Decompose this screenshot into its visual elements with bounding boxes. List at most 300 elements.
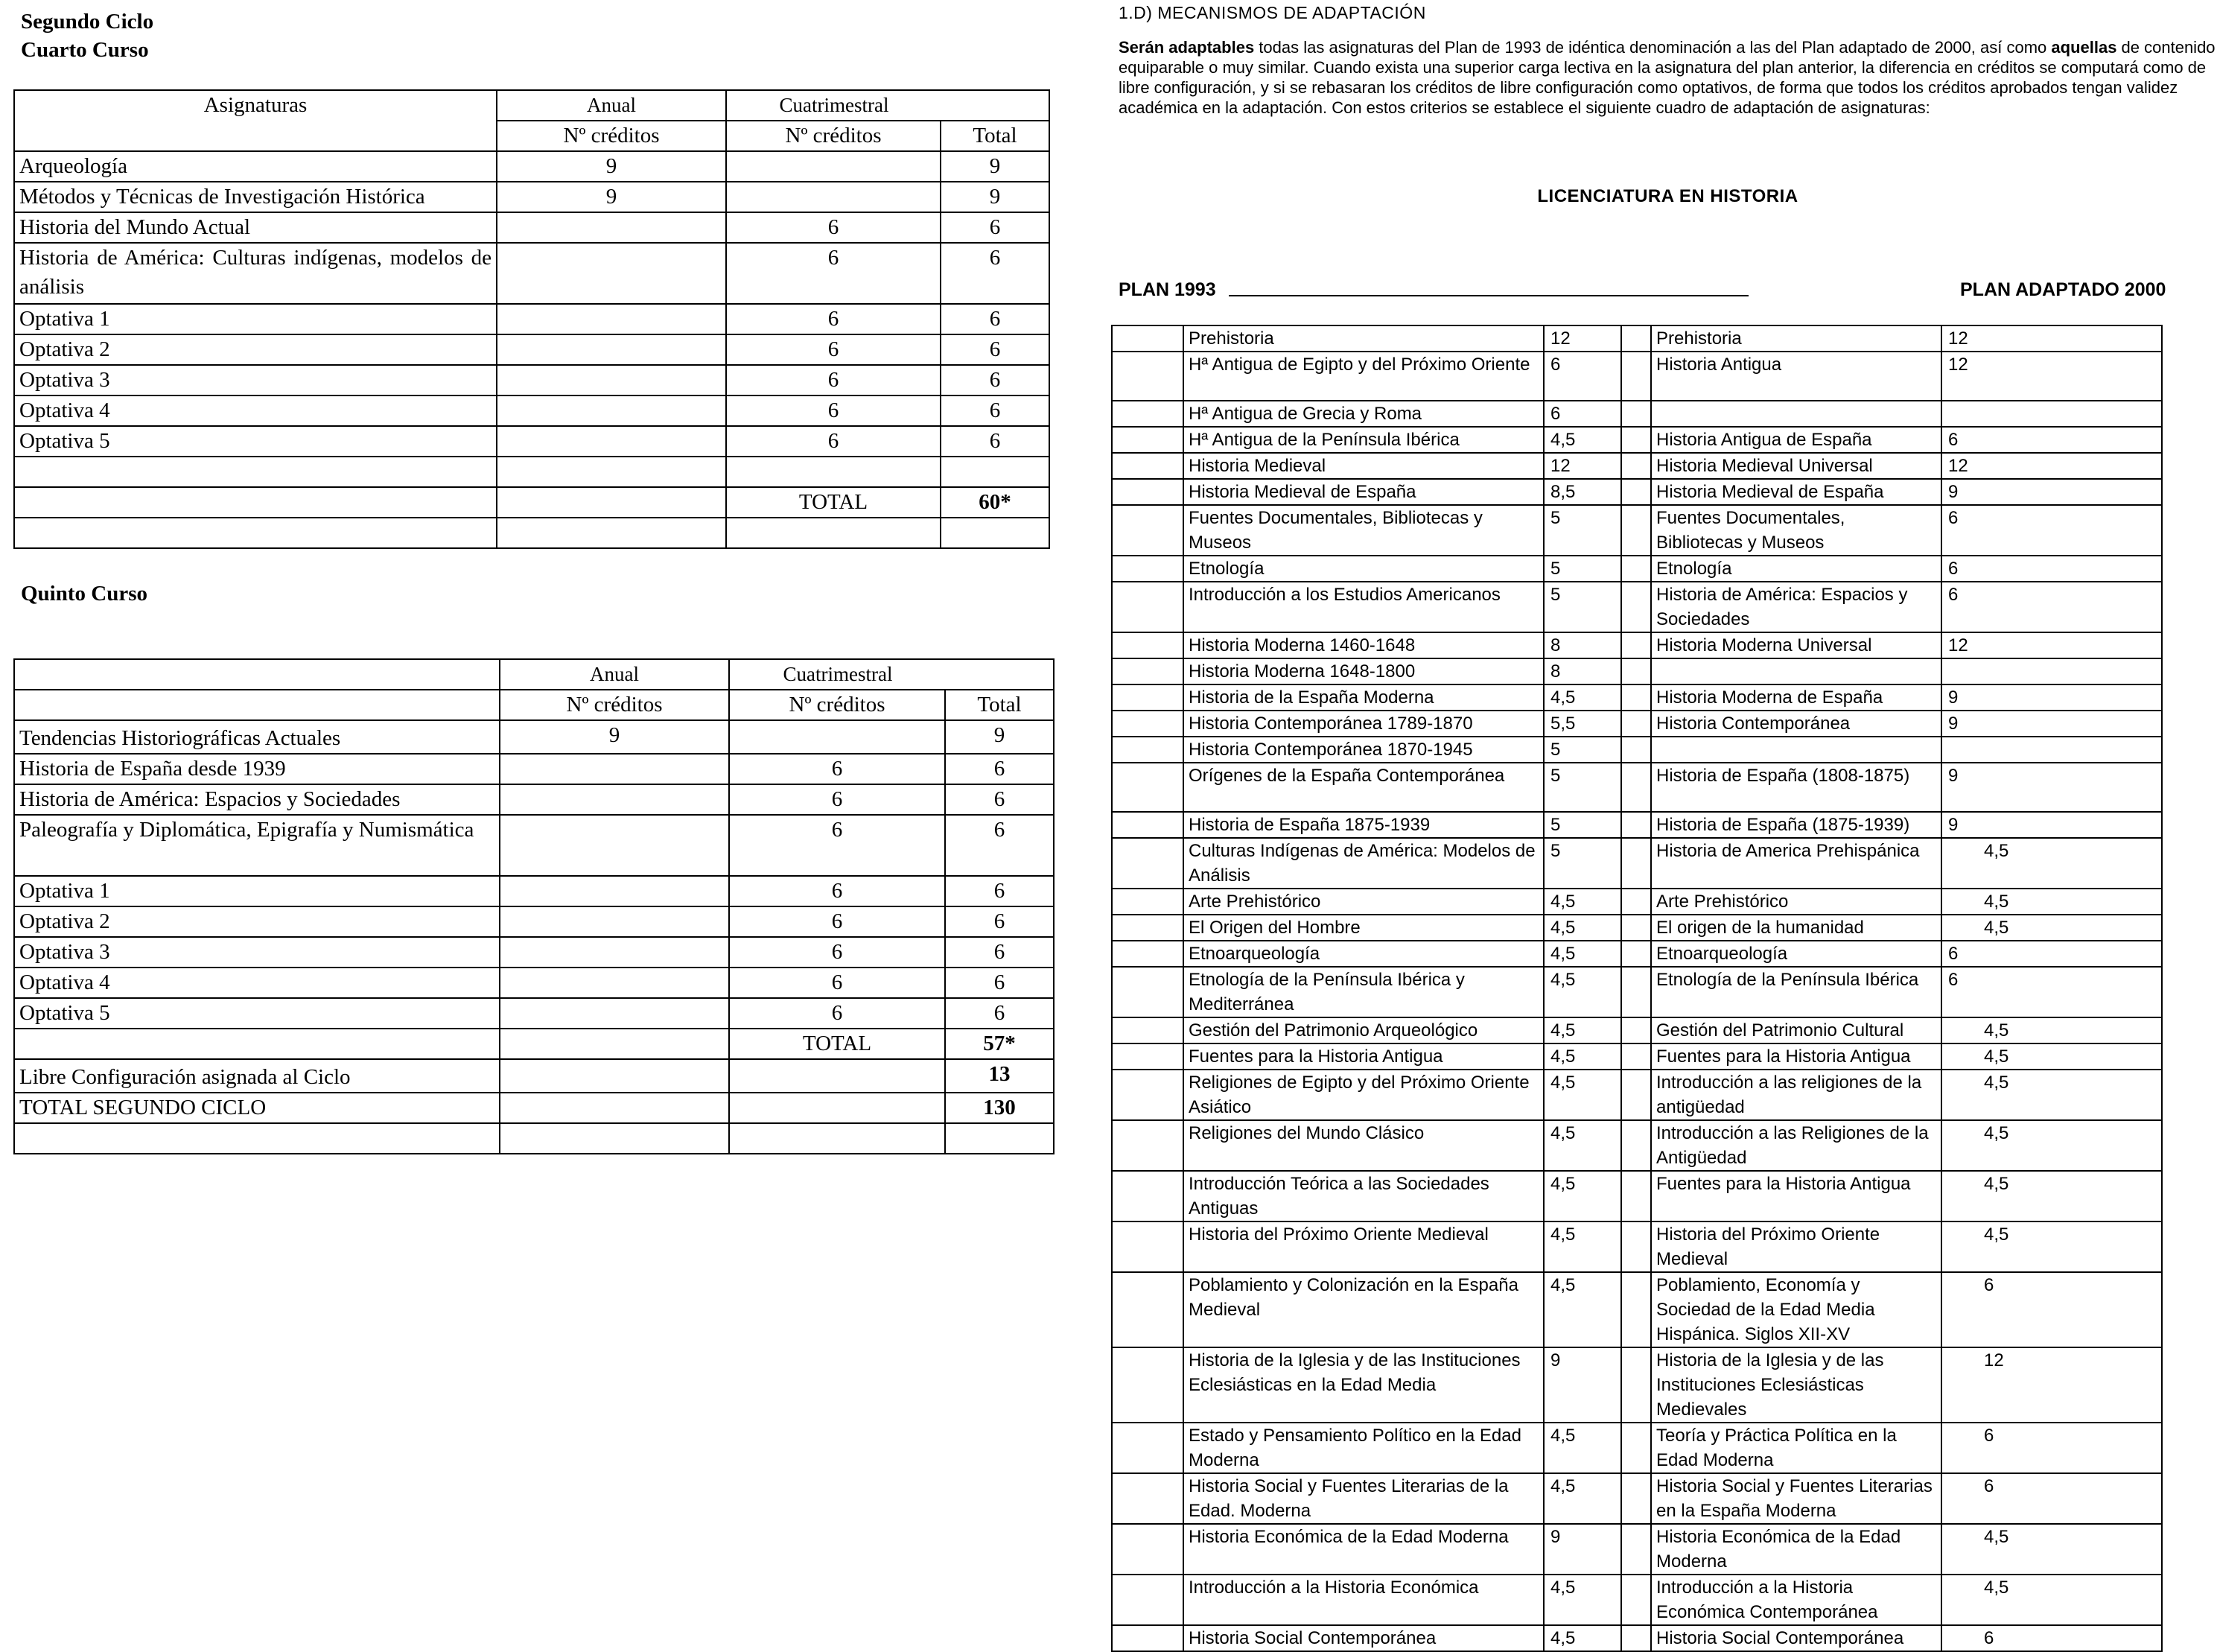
table-row: [14, 395, 1049, 426]
new-credits: 4,5: [1941, 1171, 2162, 1221]
quarterly-credits: 6: [729, 906, 945, 937]
annual-credits: 9: [497, 182, 726, 212]
blank-cell: [1112, 1524, 1183, 1575]
old-credits: 5: [1544, 556, 1621, 582]
annual-credits: [497, 334, 726, 365]
old-subject: Historia Medieval de España: [1183, 479, 1544, 505]
blank-cell: [1112, 889, 1183, 915]
old-credits: 4,5: [1544, 684, 1621, 711]
blank-cell: [1621, 889, 1651, 915]
old-credits: 4,5: [1544, 1171, 1621, 1221]
old-subject: Etnología: [1183, 556, 1544, 582]
table-row: [14, 876, 1054, 906]
subject-name: Optativa 5: [14, 426, 497, 457]
old-credits: 12: [1544, 453, 1621, 479]
old-credits: 5: [1544, 582, 1621, 632]
blank-cell: [1621, 582, 1651, 632]
old-subject: Historia de la Iglesia y de las Instituciones Eclesiásticas en la Edad Media: [1183, 1347, 1544, 1423]
cycle-title: Segundo Ciclo: [21, 10, 154, 34]
adaptation-row: [1112, 401, 2162, 427]
intro-text-2: de contenido equiparable o muy similar. Cuando exista una superior carga lectiva en la asignatura del plan anterior, la diferencia en créditos se computará como de libre configuración, y si se rebasaran los créditos de libre configuración como optativos, de forma que todos los créditos aprobados tengan validez académica en la adaptación. Con estos criterios se establece el siguiente cuadro de adaptación de asignaturas:: [1119, 38, 2216, 117]
blank-cell: [1112, 1625, 1183, 1651]
intro-paragraph: [1119, 37, 2217, 118]
header-annual: Anual: [500, 659, 729, 690]
quarterly-credits: 6: [729, 937, 945, 968]
adaptation-row: [1112, 658, 2162, 684]
quarterly-credits: 6: [729, 968, 945, 998]
blank-cell: [1621, 941, 1651, 967]
old-subject: Gestión del Patrimonio Arqueológico: [1183, 1017, 1544, 1043]
new-subject: Fuentes para la Historia Antigua: [1651, 1171, 1941, 1221]
subject-name: Optativa 2: [14, 334, 497, 365]
old-subject: Historia del Próximo Oriente Medieval: [1183, 1221, 1544, 1272]
table-row: [14, 212, 1049, 243]
adaptation-row: [1112, 582, 2162, 632]
adaptation-row: [1112, 1120, 2162, 1171]
table-row: [14, 998, 1054, 1029]
table-row: [14, 968, 1054, 998]
new-credits: 6: [1941, 1423, 2162, 1473]
header-credits-annual: Nº créditos: [497, 121, 726, 151]
blank-cell: [1112, 658, 1183, 684]
quarterly-credits: 6: [726, 334, 941, 365]
blank-cell: [1112, 812, 1183, 838]
new-subject: Arte Prehistórico: [1651, 889, 1941, 915]
new-subject: El origen de la humanidad: [1651, 915, 1941, 941]
adaptation-row: [1112, 1171, 2162, 1221]
blank-cell: [1621, 1575, 1651, 1625]
table-row: [14, 906, 1054, 937]
new-credits: 6: [1941, 556, 2162, 582]
new-credits: 9: [1941, 684, 2162, 711]
new-credits: 12: [1941, 453, 2162, 479]
old-subject: Orígenes de la España Contemporánea: [1183, 763, 1544, 812]
header-credits-quarterly: Nº créditos: [726, 121, 941, 151]
fifth-course-title: Quinto Curso: [21, 582, 148, 606]
adaptation-row: [1112, 838, 2162, 889]
old-subject: Historia de la España Moderna: [1183, 684, 1544, 711]
new-credits: 4,5: [1941, 889, 2162, 915]
new-subject: Historia Antigua: [1651, 352, 1941, 401]
blank-cell: [1621, 658, 1651, 684]
adaptation-row: [1112, 967, 2162, 1017]
new-subject: Historia de América: Espacios y Sociedades: [1651, 582, 1941, 632]
old-credits: 4,5: [1544, 889, 1621, 915]
table-row: [14, 151, 1049, 182]
blank-cell: [1112, 711, 1183, 737]
header-total: Total: [941, 121, 1049, 151]
old-credits: 4,5: [1544, 1221, 1621, 1272]
old-subject: Prehistoria: [1183, 325, 1544, 352]
annual-credits: [500, 815, 729, 876]
quarterly-credits: [729, 720, 945, 754]
blank-cell: [1621, 763, 1651, 812]
adaptation-row: [1112, 556, 2162, 582]
blank-cell: [1112, 1272, 1183, 1347]
old-credits: 9: [1544, 1524, 1621, 1575]
new-credits: 4,5: [1941, 1070, 2162, 1120]
old-credits: 4,5: [1544, 427, 1621, 453]
blank-cell: [1112, 427, 1183, 453]
header-subjects: Asignaturas: [14, 90, 497, 151]
subject-name: Historia del Mundo Actual: [14, 212, 497, 243]
adaptation-row: [1112, 632, 2162, 658]
new-credits: [1941, 658, 2162, 684]
old-credits: 8,5: [1544, 479, 1621, 505]
old-credits: 4,5: [1544, 1120, 1621, 1171]
quarterly-credits: 6: [729, 876, 945, 906]
old-subject: Estado y Pensamiento Político en la Edad Moderna: [1183, 1423, 1544, 1473]
old-subject: Introducción a los Estudios Americanos: [1183, 582, 1544, 632]
annual-credits: [500, 906, 729, 937]
new-subject: Etnoarqueología: [1651, 941, 1941, 967]
new-subject: Historia Económica de la Edad Moderna: [1651, 1524, 1941, 1575]
new-credits: 6: [1941, 941, 2162, 967]
annual-credits: [500, 937, 729, 968]
old-credits: 4,5: [1544, 915, 1621, 941]
blank-cell: [1112, 401, 1183, 427]
blank-cell: [1621, 1043, 1651, 1070]
old-credits: 4,5: [1544, 1625, 1621, 1651]
old-credits: 5: [1544, 812, 1621, 838]
blank-cell: [1621, 1120, 1651, 1171]
adaptation-row: [1112, 325, 2162, 352]
plan-old-label: PLAN 1993: [1119, 279, 1216, 300]
degree-title: LICENCIATURA EN HISTORIA: [1537, 186, 1798, 206]
new-subject: Historia Antigua de España: [1651, 427, 1941, 453]
total-value: 60*: [941, 487, 1049, 518]
new-credits: 12: [1941, 632, 2162, 658]
blank-cell: [1621, 632, 1651, 658]
old-credits: 8: [1544, 658, 1621, 684]
new-subject: Historia de España (1808-1875): [1651, 763, 1941, 812]
new-subject: Historia Moderna Universal: [1651, 632, 1941, 658]
blank-cell: [1621, 1347, 1651, 1423]
new-subject: Historia Contemporánea: [1651, 711, 1941, 737]
new-credits: 6: [1941, 967, 2162, 1017]
adaptation-row: [1112, 737, 2162, 763]
table-row: [14, 518, 1049, 548]
old-subject: Religiones de Egipto y del Próximo Oriente Asiático: [1183, 1070, 1544, 1120]
blank-cell: [1621, 1625, 1651, 1651]
new-subject: Historia Medieval Universal: [1651, 453, 1941, 479]
new-subject: Fuentes Documentales, Bibliotecas y Museos: [1651, 505, 1941, 556]
table-row: [14, 720, 1054, 754]
total-credits: 6: [945, 784, 1054, 815]
new-subject: Historia Social Contemporánea: [1651, 1625, 1941, 1651]
adaptation-row: [1112, 1524, 2162, 1575]
subject-name: Paleografía y Diplomática, Epigrafía y Numismática: [14, 815, 500, 876]
old-subject: Fuentes Documentales, Bibliotecas y Museos: [1183, 505, 1544, 556]
old-subject: Etnología de la Península Ibérica y Mediterránea: [1183, 967, 1544, 1017]
new-subject: Historia de la Iglesia y de las Instituciones Eclesiásticas Medievales: [1651, 1347, 1941, 1423]
total-credits: 9: [941, 182, 1049, 212]
table-row: [14, 937, 1054, 968]
old-subject: Arte Prehistórico: [1183, 889, 1544, 915]
blank-cell: [1621, 505, 1651, 556]
old-credits: 4,5: [1544, 1575, 1621, 1625]
total-credits: 6: [945, 754, 1054, 784]
new-credits: 4,5: [1941, 1221, 2162, 1272]
old-credits: 5: [1544, 505, 1621, 556]
total-credits: 6: [941, 212, 1049, 243]
old-credits: 4,5: [1544, 1017, 1621, 1043]
new-credits: [1941, 401, 2162, 427]
subject-name: Optativa 5: [14, 998, 500, 1029]
blank-cell: [1112, 505, 1183, 556]
new-subject: Fuentes para la Historia Antigua: [1651, 1043, 1941, 1070]
annual-credits: [500, 784, 729, 815]
quarterly-credits: 6: [726, 243, 941, 304]
old-credits: 6: [1544, 401, 1621, 427]
blank-cell: [1621, 1070, 1651, 1120]
annual-credits: [500, 998, 729, 1029]
adaptation-row: [1112, 812, 2162, 838]
adaptation-row: [1112, 1625, 2162, 1651]
table-row: [14, 304, 1049, 334]
subject-name: Historia de España desde 1939: [14, 754, 500, 784]
old-credits: 9: [1544, 1347, 1621, 1423]
old-subject: Culturas Indígenas de América: Modelos de Análisis: [1183, 838, 1544, 889]
quarterly-credits: 6: [726, 426, 941, 457]
old-subject: Historia Medieval: [1183, 453, 1544, 479]
blank-cell: [1621, 967, 1651, 1017]
new-subject: Introducción a las Religiones de la Antigüedad: [1651, 1120, 1941, 1171]
new-subject: Introducción a las religiones de la antigüedad: [1651, 1070, 1941, 1120]
blank-cell: [1621, 453, 1651, 479]
old-subject: Historia Moderna 1648-1800: [1183, 658, 1544, 684]
old-subject: Historia Económica de la Edad Moderna: [1183, 1524, 1544, 1575]
blank-cell: [1112, 967, 1183, 1017]
blank-cell: [1112, 737, 1183, 763]
free-config-value: 13: [945, 1059, 1054, 1093]
blank-cell: [1112, 838, 1183, 889]
quarterly-credits: 6: [729, 754, 945, 784]
quarterly-credits: 6: [726, 365, 941, 395]
total-credits: 6: [941, 334, 1049, 365]
blank-cell: [1621, 1524, 1651, 1575]
new-subject: Historia de España (1875-1939): [1651, 812, 1941, 838]
total-credits: 6: [945, 815, 1054, 876]
annual-credits: [500, 876, 729, 906]
adaptation-row: [1112, 505, 2162, 556]
table-row: [14, 365, 1049, 395]
old-credits: 12: [1544, 325, 1621, 352]
blank-cell: [1112, 1120, 1183, 1171]
new-credits: 4,5: [1941, 1043, 2162, 1070]
blank-cell: [1112, 1347, 1183, 1423]
blank-cell: [1621, 556, 1651, 582]
new-credits: 4,5: [1941, 1017, 2162, 1043]
header-credits-annual: Nº créditos: [500, 690, 729, 720]
adaptation-row: [1112, 763, 2162, 812]
quarterly-credits: [726, 182, 941, 212]
old-subject: Poblamiento y Colonización en la España Medieval: [1183, 1272, 1544, 1347]
new-credits: 9: [1941, 763, 2162, 812]
subject-name: Métodos y Técnicas de Investigación Histórica: [14, 182, 497, 212]
adaptation-row: [1112, 941, 2162, 967]
old-subject: Historia de España 1875-1939: [1183, 812, 1544, 838]
old-subject: El Origen del Hombre: [1183, 915, 1544, 941]
quarterly-credits: 6: [726, 212, 941, 243]
section-title: 1.D) MECANISMOS DE ADAPTACIÓN: [1119, 3, 1426, 22]
old-credits: 5: [1544, 838, 1621, 889]
new-subject: Historia de America Prehispánica: [1651, 838, 1941, 889]
subject-name: Arqueología: [14, 151, 497, 182]
free-config-label: Libre Configuración asignada al Ciclo: [14, 1059, 500, 1093]
old-credits: 5: [1544, 763, 1621, 812]
total-label: TOTAL: [726, 487, 941, 518]
blank-cell: [1112, 684, 1183, 711]
new-subject: Etnología: [1651, 556, 1941, 582]
table-row: [14, 243, 1049, 304]
intro-bold-2: aquellas: [2051, 38, 2117, 57]
blank-cell: [1621, 812, 1651, 838]
subject-name: Optativa 2: [14, 906, 500, 937]
total-credits: 6: [945, 968, 1054, 998]
new-credits: 4,5: [1941, 1524, 2162, 1575]
blank-cell: [1621, 1171, 1651, 1221]
adaptation-row: [1112, 1272, 2162, 1347]
free-config-row: [14, 1059, 1054, 1093]
table-row: [14, 182, 1049, 212]
blank-cell: [1621, 1017, 1651, 1043]
old-subject: Hª Antigua de Egipto y del Próximo Oriente: [1183, 352, 1544, 401]
annual-credits: [497, 365, 726, 395]
table-row: [14, 754, 1054, 784]
header-credits-quarterly: Nº créditos: [729, 690, 945, 720]
total-credits: 6: [941, 304, 1049, 334]
blank-cell: [1112, 325, 1183, 352]
plan-new-label: PLAN ADAPTADO 2000: [1960, 279, 2166, 300]
old-credits: 4,5: [1544, 1043, 1621, 1070]
blank-cell: [1621, 352, 1651, 401]
intro-bold-1: Serán adaptables: [1119, 38, 1255, 57]
adaptation-row: [1112, 711, 2162, 737]
new-subject: Historia Social y Fuentes Literarias en la España Moderna: [1651, 1473, 1941, 1524]
cycle-total-row: [14, 1093, 1054, 1123]
adaptation-row: [1112, 1575, 2162, 1625]
table-row: [14, 457, 1049, 487]
total-credits: 6: [945, 998, 1054, 1029]
new-credits: 6: [1941, 505, 2162, 556]
old-subject: Introducción a la Historia Económica: [1183, 1575, 1544, 1625]
blank-cell: [1621, 325, 1651, 352]
old-credits: 8: [1544, 632, 1621, 658]
annual-credits: [500, 754, 729, 784]
blank-cell: [1112, 1017, 1183, 1043]
blank-cell: [1112, 915, 1183, 941]
table-row: [14, 784, 1054, 815]
cycle-total-value: 130: [945, 1093, 1054, 1123]
new-subject: Etnología de la Península Ibérica: [1651, 967, 1941, 1017]
annual-credits: 9: [500, 720, 729, 754]
old-subject: Etnoarqueología: [1183, 941, 1544, 967]
quarterly-credits: 6: [729, 998, 945, 1029]
adaptation-row: [1112, 684, 2162, 711]
total-credits: 6: [941, 243, 1049, 304]
annual-credits: [497, 426, 726, 457]
adaptation-row: [1112, 479, 2162, 505]
subject-name: Historia de América: Espacios y Sociedades: [14, 784, 500, 815]
blank-cell: [1112, 1473, 1183, 1524]
new-subject: Prehistoria: [1651, 325, 1941, 352]
total-credits: 9: [945, 720, 1054, 754]
old-subject: Historia Contemporánea 1789-1870: [1183, 711, 1544, 737]
old-credits: 4,5: [1544, 1070, 1621, 1120]
blank-cell: [1112, 1221, 1183, 1272]
total-credits: 6: [945, 937, 1054, 968]
blank-cell: [1621, 1221, 1651, 1272]
new-credits: 12: [1941, 1347, 2162, 1423]
old-subject: Fuentes para la Historia Antigua: [1183, 1043, 1544, 1070]
blank-cell: [1621, 684, 1651, 711]
total-credits: 6: [945, 876, 1054, 906]
new-subject: Poblamiento, Economía y Sociedad de la Edad Media Hispánica. Siglos XII-XV: [1651, 1272, 1941, 1347]
fourth-course-title: Cuarto Curso: [21, 38, 149, 62]
adaptation-row: [1112, 1473, 2162, 1524]
adaptation-row: [1112, 915, 2162, 941]
adaptation-row: [1112, 1347, 2162, 1423]
total-label: TOTAL: [729, 1029, 945, 1059]
adaptation-row: [1112, 427, 2162, 453]
blank-cell: [1621, 479, 1651, 505]
subject-name: Optativa 3: [14, 937, 500, 968]
new-credits: 9: [1941, 479, 2162, 505]
quarterly-credits: 6: [729, 784, 945, 815]
new-subject: Historia Medieval de España: [1651, 479, 1941, 505]
new-credits: 4,5: [1941, 915, 2162, 941]
blank-cell: [1621, 427, 1651, 453]
adaptation-row: [1112, 889, 2162, 915]
plan-underline: [1229, 295, 1749, 296]
blank-cell: [1112, 1423, 1183, 1473]
old-credits: 4,5: [1544, 1423, 1621, 1473]
annual-credits: [497, 395, 726, 426]
old-credits: 5,5: [1544, 711, 1621, 737]
adaptation-row: [1112, 453, 2162, 479]
new-credits: 6: [1941, 582, 2162, 632]
blank-cell: [1112, 941, 1183, 967]
blank-cell: [1621, 737, 1651, 763]
total-row: [14, 487, 1049, 518]
quarterly-credits: 6: [726, 304, 941, 334]
new-subject: [1651, 658, 1941, 684]
blank-cell: [1112, 632, 1183, 658]
old-credits: 4,5: [1544, 941, 1621, 967]
total-credits: 6: [941, 365, 1049, 395]
blank-cell: [1621, 401, 1651, 427]
adaptation-table: [1111, 325, 2163, 1652]
subject-name: Optativa 4: [14, 968, 500, 998]
cycle-total-label: TOTAL SEGUNDO CICLO: [14, 1093, 500, 1123]
old-credits: 6: [1544, 352, 1621, 401]
fifth-course-table: [13, 658, 1055, 1154]
annual-credits: [500, 968, 729, 998]
adaptation-row: [1112, 1221, 2162, 1272]
blank-cell: [1112, 1575, 1183, 1625]
fourth-course-table: [13, 89, 1050, 549]
total-credits: 6: [941, 395, 1049, 426]
adaptation-row: [1112, 1017, 2162, 1043]
old-subject: Religiones del Mundo Clásico: [1183, 1120, 1544, 1171]
total-row: [14, 1029, 1054, 1059]
old-credits: 4,5: [1544, 967, 1621, 1017]
new-subject: [1651, 737, 1941, 763]
new-credits: 4,5: [1941, 1575, 2162, 1625]
new-credits: 9: [1941, 711, 2162, 737]
old-subject: Historia Social Contemporánea: [1183, 1625, 1544, 1651]
